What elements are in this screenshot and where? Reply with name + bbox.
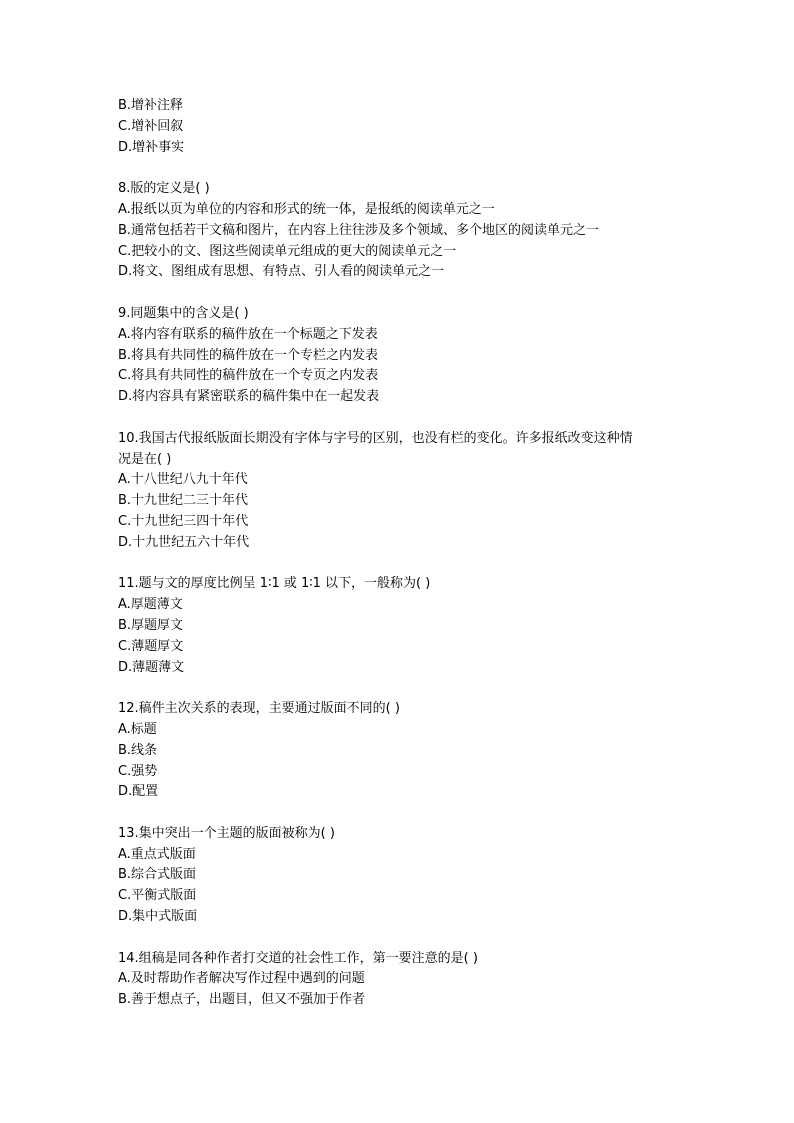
option-c: C.平衡式版面 <box>118 888 197 904</box>
option-b: B.通常包括若干文稿和图片，在内容上往往涉及多个领域、多个地区的阅读单元之一 <box>118 222 600 238</box>
option-d: D.集中式版面 <box>118 909 198 925</box>
option-b: B.厚题厚文 <box>118 617 184 633</box>
question-9 <box>118 304 718 408</box>
option-a: A.重点式版面 <box>118 846 196 862</box>
question-stem: 13.集中突出一个主题的版面被称为( ) <box>118 825 335 841</box>
option-d: D.十九世纪五六十年代 <box>118 534 250 550</box>
option-a: A.厚题薄文 <box>118 597 183 613</box>
question-stem-continued: 况是在( ) <box>118 451 172 467</box>
option-c: C.十九世纪三四十年代 <box>118 513 249 529</box>
question-stem: 11.题与文的厚度比例呈 1∶1 或 1∶1 以下，一般称为( ) <box>118 576 431 592</box>
option-a: A.将内容有联系的稿件放在一个标题之下发表 <box>118 326 378 342</box>
question-stem: 12.稿件主次关系的表现，主要通过版面不同的( ) <box>118 701 400 717</box>
question-11 <box>118 574 718 678</box>
option-d: D.薄题薄文 <box>118 659 185 675</box>
option-c: C.薄题厚文 <box>118 638 184 654</box>
option-a: A.报纸以页为单位的内容和形式的统一体，是报纸的阅读单元之一 <box>118 201 495 217</box>
option-d: D.配置 <box>118 784 159 800</box>
option-a: A.十八世纪八九十年代 <box>118 472 248 488</box>
option-d: D.将文、图组成有思想、有特点、引人看的阅读单元之一 <box>118 264 445 280</box>
question-13 <box>118 824 718 928</box>
question-8 <box>118 179 718 283</box>
option-c: C.增补回叙 <box>118 118 184 134</box>
option-b: B.线条 <box>118 742 158 758</box>
question-12 <box>118 699 718 803</box>
option-b: B.增补注释 <box>118 98 184 113</box>
question-stem: 8.版的定义是( ) <box>118 181 210 197</box>
option-c: C.将具有共同性的稿件放在一个专页之内发表 <box>118 368 379 384</box>
question-14 <box>118 949 718 1011</box>
question-stem: 9.同题集中的含义是( ) <box>118 305 249 321</box>
option-d: D.将内容具有紧密联系的稿件集中在一起发表 <box>118 389 380 405</box>
question-10 <box>118 429 718 554</box>
option-c: C.把较小的文、图这些阅读单元组成的更大的阅读单元之一 <box>118 243 457 259</box>
question-stem: 14.组稿是同各种作者打交道的社会性工作，第一要注意的是( ) <box>118 950 478 966</box>
option-b: B.综合式版面 <box>118 867 197 883</box>
option-a: A.及时帮助作者解决写作过程中遇到的问题 <box>118 971 365 987</box>
question-stem: 10.我国古代报纸版面长期没有字体与字号的区别，也没有栏的变化。许多报纸改变这种情 <box>118 430 633 446</box>
option-b: B.将具有共同性的稿件放在一个专栏之内发表 <box>118 347 379 363</box>
option-b: B.十九世纪二三十年代 <box>118 493 249 509</box>
option-a: A.标题 <box>118 721 157 737</box>
option-c: C.强势 <box>118 763 158 779</box>
question-7-fragment <box>118 96 718 158</box>
option-b: B.善于想点子，出题目，但又不强加于作者 <box>118 992 366 1008</box>
option-d: D.增补事实 <box>118 139 185 155</box>
document-page <box>118 96 718 1011</box>
